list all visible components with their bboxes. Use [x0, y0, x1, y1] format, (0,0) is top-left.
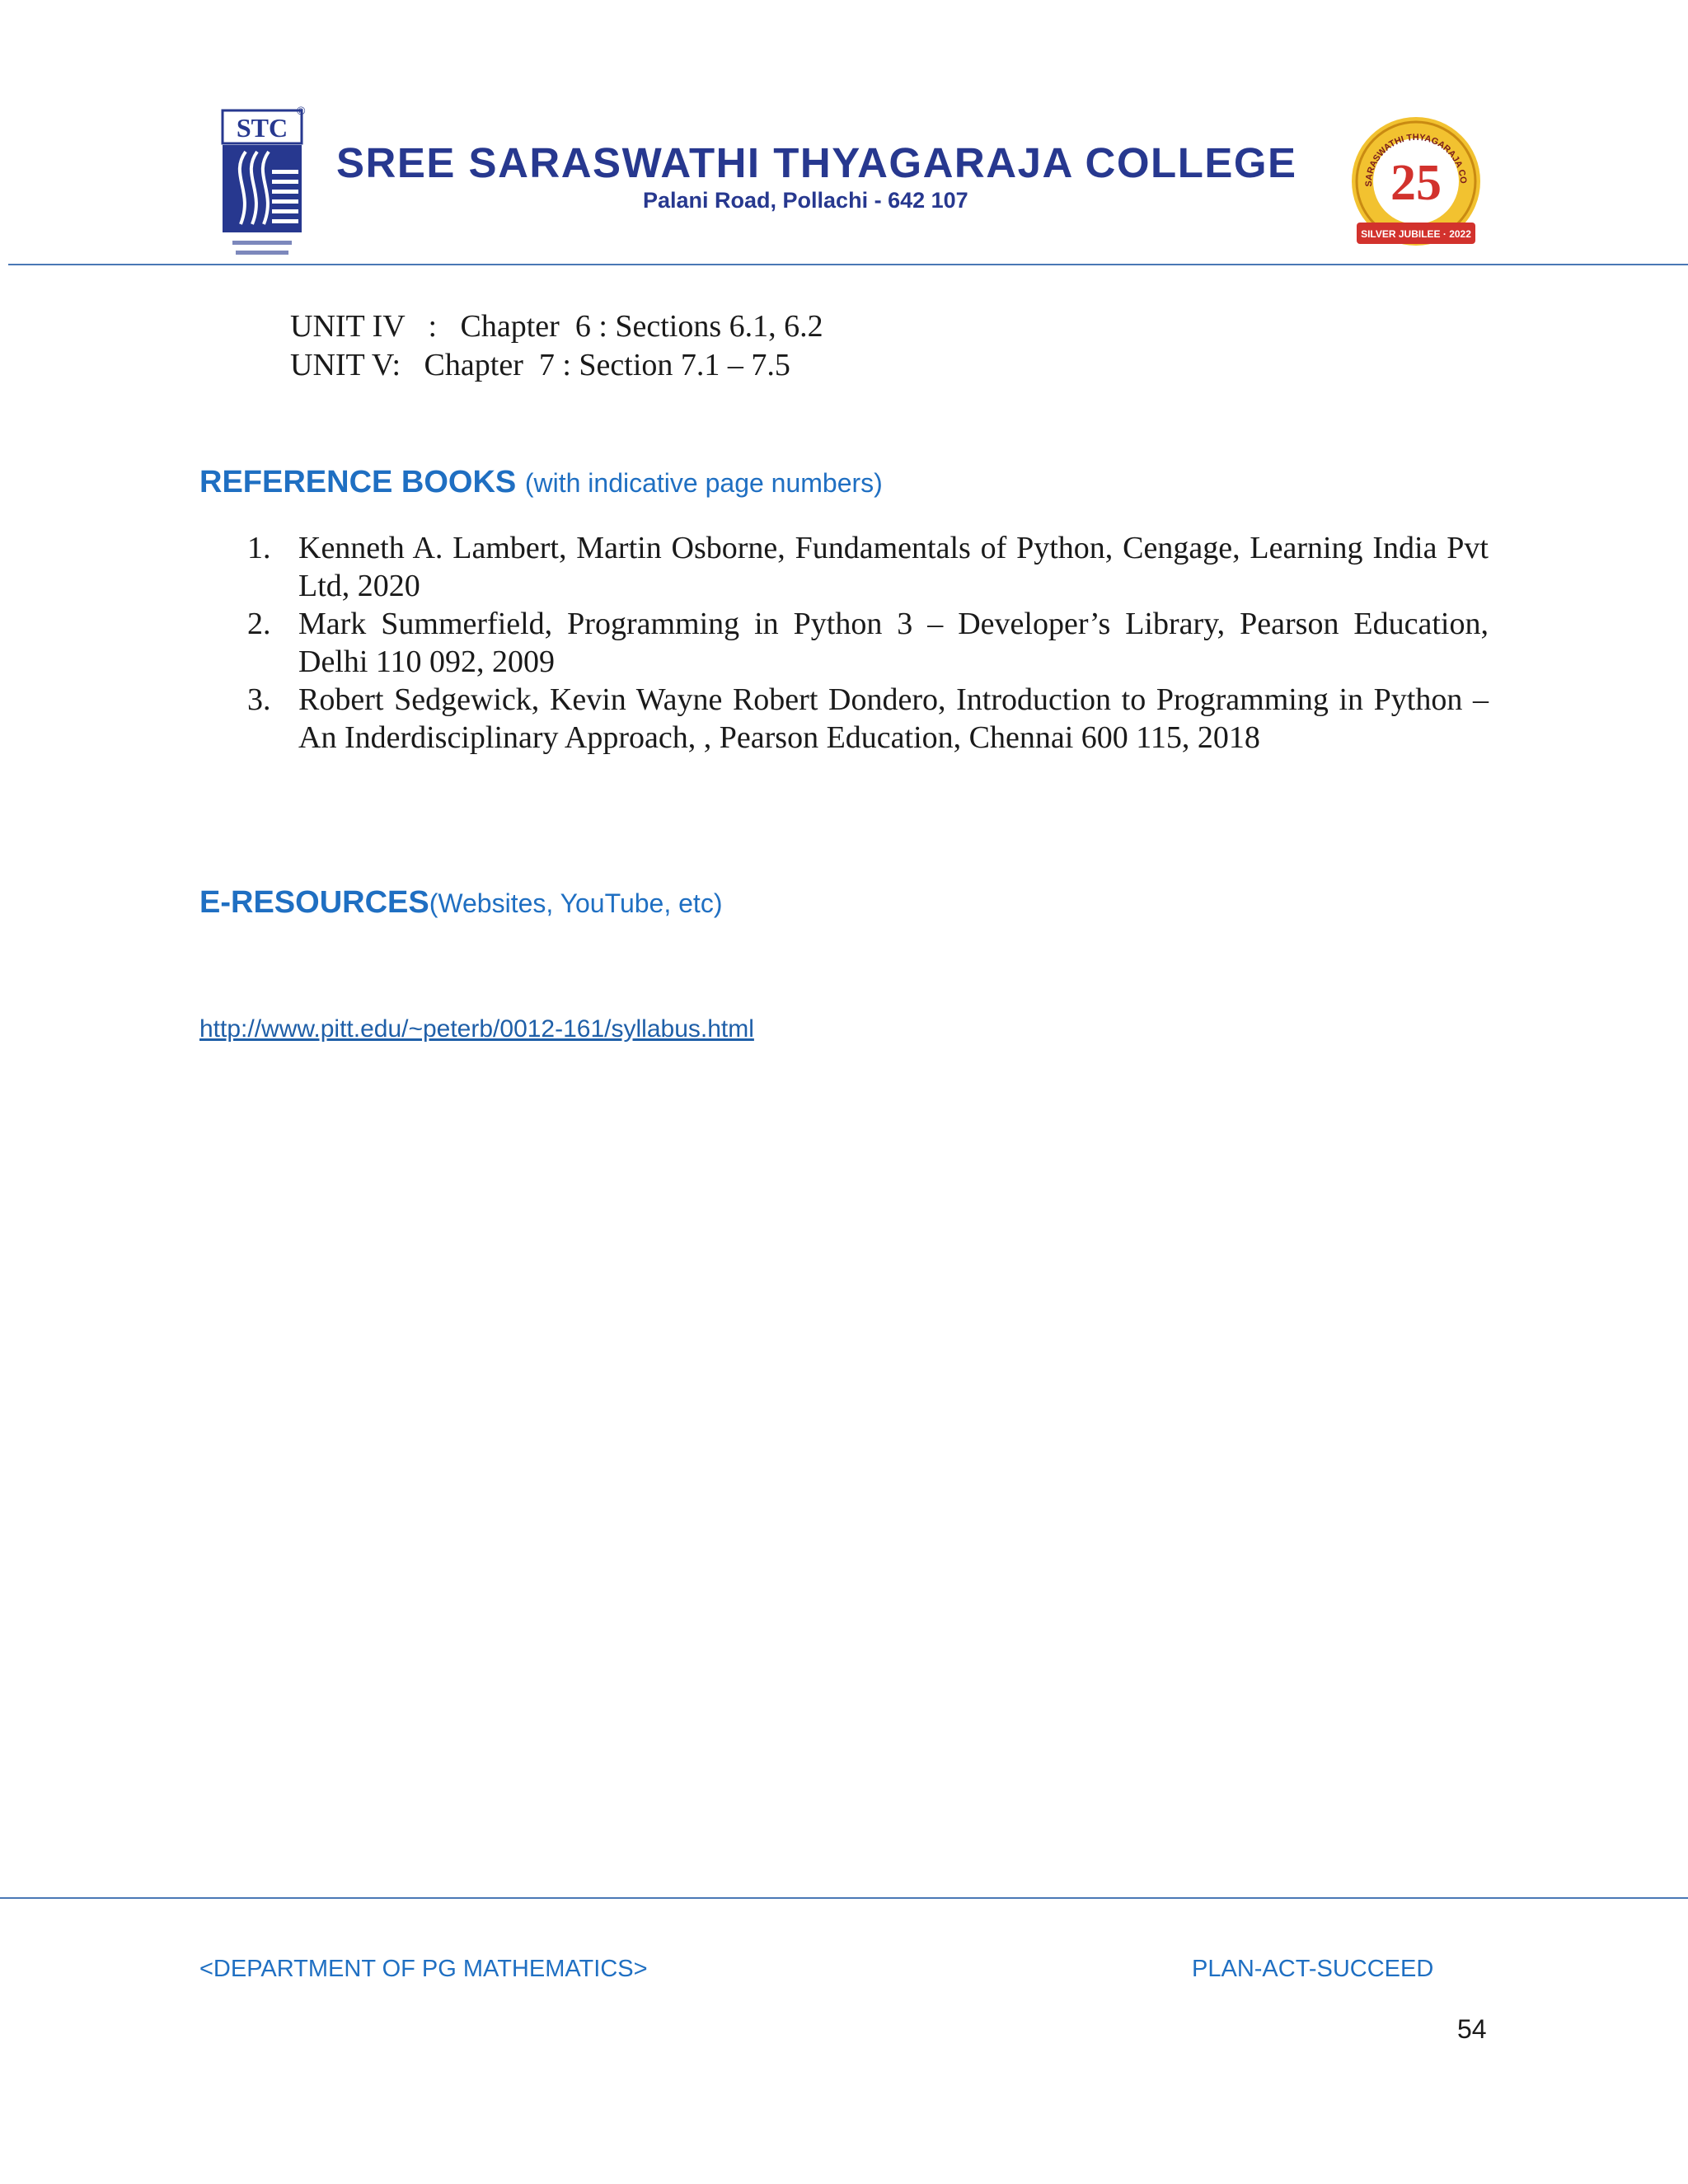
footer-divider — [0, 1897, 1688, 1899]
unit-v-line: UNIT V: Chapter 7 : Section 7.1 – 7.5 — [290, 348, 790, 382]
unit-iv-line: UNIT IV : Chapter 6 : Sections 6.1, 6.2 — [290, 309, 823, 344]
seal-band-text: SILVER JUBILEE · 2022 — [1361, 228, 1471, 240]
seal-ring-text: SARASWATHI THYAGARAJA CO — [1363, 132, 1469, 187]
list-item — [247, 605, 1489, 681]
footer-motto: PLAN-ACT-SUCCEED — [1192, 1956, 1434, 1982]
e-resources-subtitle: (Websites, YouTube, etc) — [429, 888, 723, 918]
college-name: SREE SARASWATHI THYAGARAJA COLLEGE — [336, 139, 1297, 186]
list-item-number: 3. — [247, 682, 271, 717]
list-item-number: 2. — [247, 607, 271, 641]
list-item-text: Mark Summerfield, Programming in Python 3 – Developer’s Library, Pearson Education, Delhi 110 092, 2009 — [298, 607, 1489, 679]
reference-books-title: REFERENCE BOOKS — [199, 465, 517, 499]
list-item-text: Kenneth A. Lambert, Martin Osborne, Fundamentals of Python, Cengage, Learning India Pvt Ltd, 2020 — [298, 531, 1489, 603]
page-number: 54 — [1457, 2014, 1487, 2044]
list-item-text: Robert Sedgewick, Kevin Wayne Robert Dondero, Introduction to Programming in Python – An Inderdisciplinary Approach, , Pearson Education, Chennai 600 115, 2018 — [298, 682, 1489, 755]
silver-jubilee-seal — [1340, 114, 1492, 254]
e-resource-link[interactable]: http://www.pitt.edu/~peterb/0012-161/syllabus.html — [199, 1015, 754, 1043]
list-item-number: 1. — [247, 531, 271, 565]
college-logo — [221, 109, 303, 264]
logo-text: STC — [236, 113, 288, 143]
reference-books-subtitle: (with indicative page numbers) — [524, 468, 883, 498]
list-item — [247, 529, 1489, 605]
reference-books-heading — [199, 465, 883, 500]
list-item — [247, 681, 1489, 757]
seal-number: 25 — [1390, 155, 1442, 211]
registered-mark: ® — [297, 104, 306, 117]
college-address: Palani Road, Pollachi - 642 107 — [643, 188, 968, 213]
e-resources-title: E-RESOURCES — [199, 885, 429, 920]
reference-list — [247, 529, 1489, 757]
header-divider — [8, 264, 1688, 265]
e-resources-heading — [199, 885, 722, 921]
footer-department: <DEPARTMENT OF PG MATHEMATICS> — [199, 1956, 648, 1982]
